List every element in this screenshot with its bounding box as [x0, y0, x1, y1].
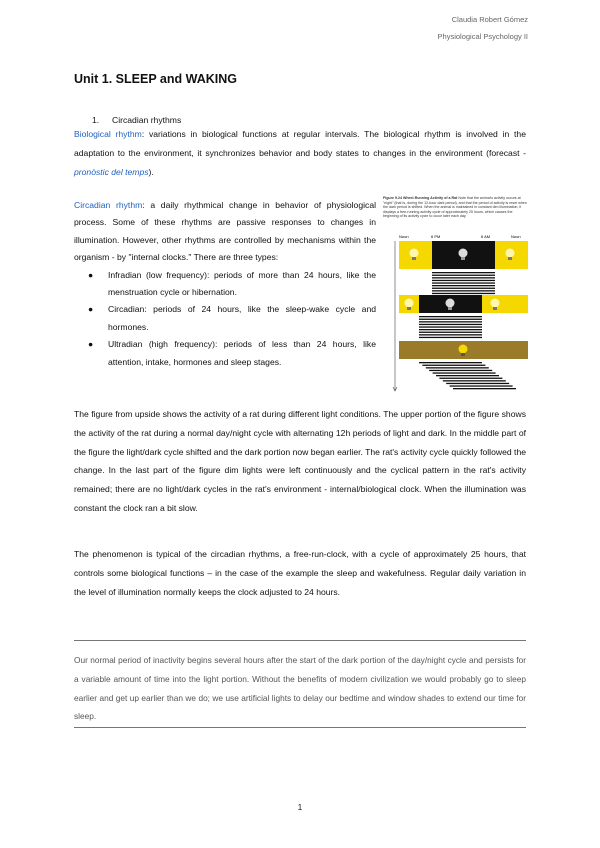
time-label-noon-1: Noon — [399, 234, 409, 239]
bottom-divider — [74, 727, 526, 728]
figure-explanation-paragraph: The figure from upside shows the activity of a rat during different light conditions. The upper portion of the figure shows the activity of the rat during a normal day/night cycle with alternating 12h periods of light and dark. In the middle part of the figure the light/dark cycle shifted and the dark portion now began earlier. The rat's activity cycle quickly followed the change. In the last part of the figure dim lights were left continuously and the cyclical pattern in the rat's activity remained; there are no light/dark cycles in the rat's environment - internal/biological clock. When the illumination was constant the clock ran a bit slow. — [74, 409, 526, 513]
biological-rhythm-text: : variations in biological functions at regular intervals. The biological rhythm is involved in the adaptation to the environment, it synchronizes behavior and body states to changes in the environment (forecast - — [74, 129, 526, 158]
activity-rows-bottom — [419, 362, 516, 389]
activity-row — [419, 362, 482, 363]
activity-rows-mid — [419, 316, 482, 338]
unit-title: Unit 1. SLEEP and WAKING — [74, 72, 237, 86]
activity-row — [429, 370, 492, 371]
circadian-paragraph — [74, 197, 376, 267]
activity-row — [432, 282, 495, 283]
bullet-text: Ultradian (high frequency): periods of less than 24 hours, like attention, intake, hormones and sleep stages. — [108, 339, 376, 367]
activity-row — [419, 329, 482, 330]
inactivity-note: Our normal period of inactivity begins several hours after the start of the dark portion of the day/night cycle and persists for a variable amount of time into the light portion. Without the benefits of modern civilization we would probably go to sleep earlier and get up earlier than we do; we use artificial lights to delay our bedtime and window shades to extend our time for sleep. — [74, 655, 526, 722]
section-label: Circadian rhythms — [112, 115, 182, 125]
biological-rhythm-end: ). — [148, 166, 154, 177]
activity-row — [453, 388, 516, 389]
activity-row — [432, 275, 495, 276]
activity-row — [419, 321, 482, 322]
figure-caption-text: Note that the animal's activity occurs at "night" (that is, during the 12-hour dark period), and that the period of activity is reset when the dark period is shifted. When the animal is maintained in constant dim illumination, it displays a free-running activity cycle of approximately 25 hours, which causes the beginning of its activity cycle to occur later each day. — [383, 196, 527, 219]
page-header — [438, 11, 528, 45]
biological-rhythm-paragraph — [74, 125, 526, 181]
activity-row — [436, 375, 499, 376]
light-phase-mid-right — [482, 295, 528, 313]
phenomenon-paragraph: The phenomenon is typical of the circadian rhythms, a free-run-clock, with a cycle of approximately 25 hours, that controls some biological functions – in the case of the example the sleep and wakefulness. Regular daily variation in the level of illumination normally keeps the clock adjusted to 24 hours. — [74, 549, 526, 597]
activity-row — [419, 316, 482, 317]
activity-row — [419, 334, 482, 335]
activity-rows-top — [432, 272, 495, 294]
activity-row — [419, 332, 482, 333]
rat-activity-figure — [383, 196, 528, 393]
forecast-translation: pronòstic del temps — [74, 166, 149, 177]
bullet-text: Infradian (low frequency): periods of more than 24 hours, like the menstruation cycle or hibernation. — [108, 269, 376, 298]
list-item — [74, 301, 376, 336]
activity-row — [432, 285, 495, 286]
bullet-text: Circadian: periods of 24 hours, like the sleep-wake cycle and hormones. — [108, 304, 376, 332]
activity-row — [433, 372, 496, 373]
bullet-icon: ● — [88, 339, 94, 350]
activity-row — [432, 272, 495, 273]
activity-row — [432, 290, 495, 291]
activity-row — [422, 365, 485, 366]
activity-row — [419, 319, 482, 320]
time-label-6pm: 6 PM — [431, 234, 441, 239]
bullet-icon: ● — [88, 304, 94, 315]
list-item — [74, 267, 376, 302]
activity-row — [432, 277, 495, 278]
activity-row — [432, 288, 495, 289]
figure-caption — [383, 196, 528, 219]
time-label-6am: 6 AM — [481, 234, 491, 239]
activity-row — [443, 380, 506, 381]
list-item — [74, 336, 376, 371]
figure-caption-title: Figure 9.24 Wheel-Running Activity of a Rat — [383, 196, 458, 200]
activity-row — [446, 383, 509, 384]
rhythm-types-list — [74, 267, 376, 371]
activity-row — [432, 280, 495, 281]
activity-row — [432, 293, 495, 294]
activity-row — [450, 385, 513, 386]
activity-row — [419, 324, 482, 325]
top-divider — [74, 640, 526, 641]
activity-row — [419, 326, 482, 327]
biological-rhythm-term: Biological rhythm — [74, 129, 142, 139]
circadian-section — [74, 197, 376, 371]
time-label-noon-2: Noon — [511, 234, 521, 239]
circadian-text: : a daily rhythmical change in behavior of physiological process. Some of these rhythms are passive responses to changes in illumination. However, other rhythms are controlled by mechanisms within the organism - by "internal clocks." There are three types: — [74, 200, 377, 263]
author-name: Claudia Robert Gómez — [451, 15, 528, 24]
activity-row — [419, 337, 482, 338]
activity-chart — [383, 233, 528, 393]
circadian-term: Circadian rhythm — [74, 200, 143, 210]
course-name: Physiological Psychology II — [437, 32, 528, 41]
page-number: 1 — [297, 803, 303, 812]
activity-row — [439, 378, 502, 379]
section-number: 1. — [92, 115, 100, 125]
bullet-icon: ● — [88, 269, 94, 280]
activity-row — [426, 367, 489, 368]
